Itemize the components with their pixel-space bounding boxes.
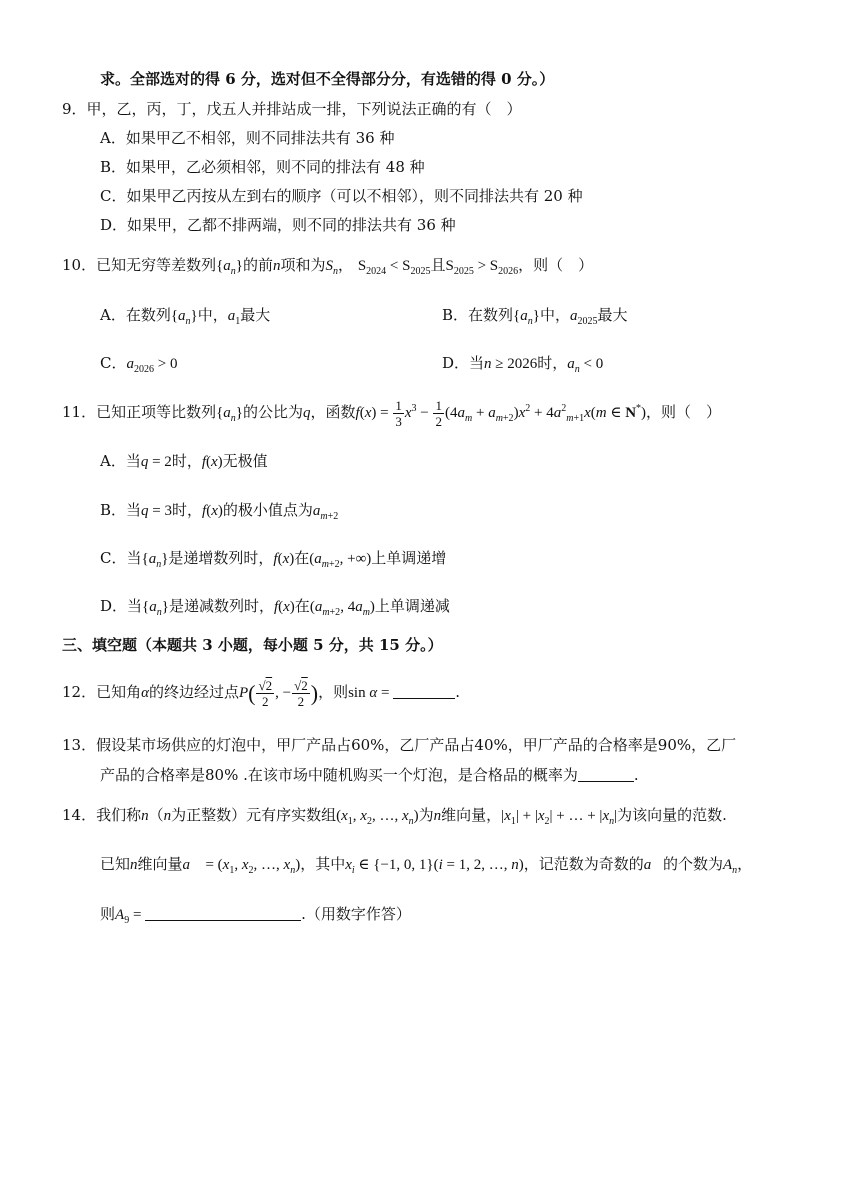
q12-answer-blank[interactable]: [393, 682, 455, 699]
q9-option-b: B．如果甲，乙必须相邻，则不同的排法有 48 种: [100, 158, 425, 176]
q14-line-3: 则$A_9$ = .（用数字作答）: [100, 905, 411, 926]
q14-line-2: 已知n维向量a⃗ = ($x_1$, $x_2$, …, $x_n$)，其中$x_i$ ∈ {−1, 0, 1}(i = 1, 2, …, n)，记范数为奇数的a⃗的个数为$A_n$，: [100, 855, 753, 876]
q10-option-c: C．$a_{2026} > 0$: [100, 354, 178, 375]
q9-option-c: C．如果甲乙丙按从左到右的顺序（可以不相邻），则不同排法共有 20 种: [100, 187, 583, 205]
q11-stem: 11．已知正项等比数列$\{a_n\}$的公比为q，函数f(x) = $\frac{1}{3}$ $x^3$ − $\frac{1}{2}$ $(4a_m + a_{m+2})x^2 + 4a^2_{m+1}x(m$ ∈ N*)，则（ ）: [62, 398, 722, 429]
q9-stem: 9．甲，乙，丙，丁，戊五人并排站成一排，下列说法正确的有（ ）: [62, 100, 522, 118]
q14-answer-blank[interactable]: [145, 904, 301, 921]
q9-option-d: D．如果甲，乙都不排两端，则不同的排法共有 36 种: [100, 216, 456, 234]
q10-option-a: A．在数列$\{a_n\}$中，$a_1$最大: [100, 306, 271, 327]
q11-option-d: D．当$\{a_n\}$是递减数列时，f(x)在($a_{m+2}$, $4a_m$)上单调递减: [100, 597, 450, 618]
q11-option-b: B．当q = 3时，f(x)的极小值点为$a_{m+2}$: [100, 501, 339, 522]
q12-stem: 12．已知角α的终边经过点P( $\frac{√2}{2}$ , − $\frac{√2}{2}$ )，则sin α = .: [62, 678, 460, 709]
q10-option-b: B．在数列$\{a_n\}$中，$a_{2025}$最大: [442, 306, 628, 327]
q13-line-1: 13．假设某市场供应的灯泡中，甲厂产品占60%，乙厂产品占40%，甲厂产品的合格率是90%，乙厂: [62, 736, 737, 754]
q14-line-1: 14．我们称n（n为正整数）元有序实数组($x_1$, $x_2$, …, $x_n$)为n维向量，$|x_1| + |x_2|$ + … + $|x_n|$为该向量的范数.: [62, 806, 727, 827]
q10-option-d: D．当n ≥ 2026时，$a_n < 0$: [442, 354, 604, 375]
section-intro: 求。全部选对的得 6 分，选对但不全得部分分，有选错的得 0 分。）: [100, 70, 555, 88]
q13-answer-blank[interactable]: [578, 765, 634, 782]
q11-option-c: C．当$\{a_n\}$是递增数列时，f(x)在($a_{m+2}$, +∞)上单调递增: [100, 549, 447, 570]
q10-stem: 10．已知无穷等差数列$\{a_n\}$的前n项和为$S_n$， $S_{2024} < S_{2025}$且$S_{2025} > S_{2026}$，则（ ）: [62, 256, 594, 277]
q9-option-a: A．如果甲乙不相邻，则不同排法共有 36 种: [100, 129, 395, 147]
section-3-heading: 三、填空题（本题共 3 小题，每小题 5 分，共 15 分。）: [62, 636, 443, 654]
q13-line-2: 产品的合格率是80% .在该市场中随机购买一个灯泡，是合格品的概率为 .: [100, 766, 639, 784]
q11-option-a: A．当q = 2时，f(x)无极值: [100, 452, 268, 470]
